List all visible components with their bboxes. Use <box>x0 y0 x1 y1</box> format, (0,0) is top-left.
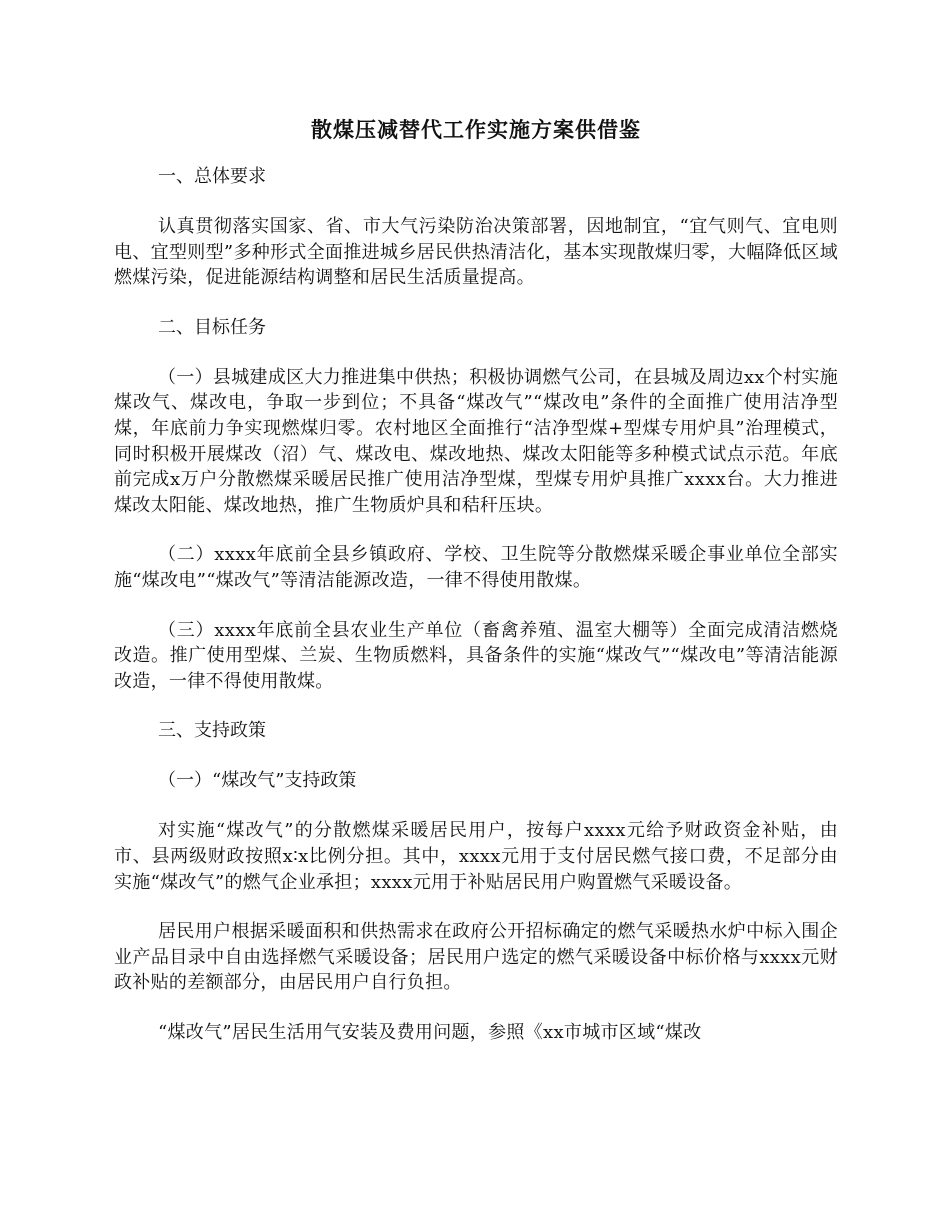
document-page <box>114 110 838 1045</box>
paragraph-gas-installation: “煤改气”居民生活用气安装及费用问题，参照《xx市城市区域“煤改 <box>158 1021 702 1043</box>
section-heading-general-requirements: 一、总体要求 <box>158 166 266 187</box>
paragraph-equipment-selection: 居民用户根据采暖面积和供热需求在政府公开招标确定的燃气采暖热水炉中标入围企业产品目录中自由选择燃气采暖设备；居民用户选定的燃气采暖设备中标价格与xxxx元财政补贴的差额部分，由居民用户自行负担。 <box>114 921 838 994</box>
paragraph-task-2: （二）xxxx年底前全县乡镇政府、学校、卫生院等分散燃煤采暖企事业单位全部实施“煤改电”“煤改气”等清洁能源改造，一律不得使用散煤。 <box>114 544 838 591</box>
paragraph-gas-subsidy: 对实施“煤改气”的分散燃煤采暖居民用户，按每户xxxx元给予财政资金补贴，由市、县两级财政按照x∶x比例分担。其中，xxxx元用于支付居民燃气接口费，不足部分由实施“煤改气”的燃气企业承担；xxxx元用于补贴居民用户购置燃气采暖设备。 <box>114 820 838 893</box>
section-heading-support-policy: 三、支持政策 <box>158 720 266 742</box>
document-title: 散煤压减替代工作实施方案供借鉴 <box>311 117 641 142</box>
paragraph-general-requirements: 认真贯彻落实国家、省、市大气污染防治决策部署，因地制宜，“宜气则气、宜电则电、宜型则型”多种形式全面推进城乡居民供热清洁化，基本实现散煤归零，大幅降低区域燃煤污染，促进能源结构调整和居民生活质量提高。 <box>114 216 838 289</box>
subsection-heading-coal-to-gas: （一）“煤改气”支持政策 <box>158 770 357 792</box>
paragraph-task-3: （三）xxxx年底前全县农业生产单位（畜禽养殖、温室大棚等）全面完成清洁燃烧改造。推广使用型煤、兰炭、生物质燃料，具备条件的实施“煤改气”“煤改电”等清洁能源改造，一律不得使用散煤。 <box>114 619 838 692</box>
paragraph-task-1: （一）县城建成区大力推进集中供热；积极协调燃气公司，在县城及周边xx个村实施煤改气、煤改电，争取一步到位；不具备“煤改气”“煤改电”条件的全面推广使用洁净型煤，年底前力争实现燃煤归零。农村地区全面推行“洁净型煤+型煤专用炉具”治理模式，同时积极开展煤改（沼）气、煤改电、煤改地热、煤改太阳能等多种模式试点示范。年底前完成x万户分散燃煤采暖居民推广使用洁净型煤，型煤专用炉具推广xxxx台。大力推进煤改太阳能、煤改地热，推广生物质炉具和秸秆压块。 <box>114 366 838 516</box>
section-heading-target-tasks: 二、目标任务 <box>158 316 266 338</box>
